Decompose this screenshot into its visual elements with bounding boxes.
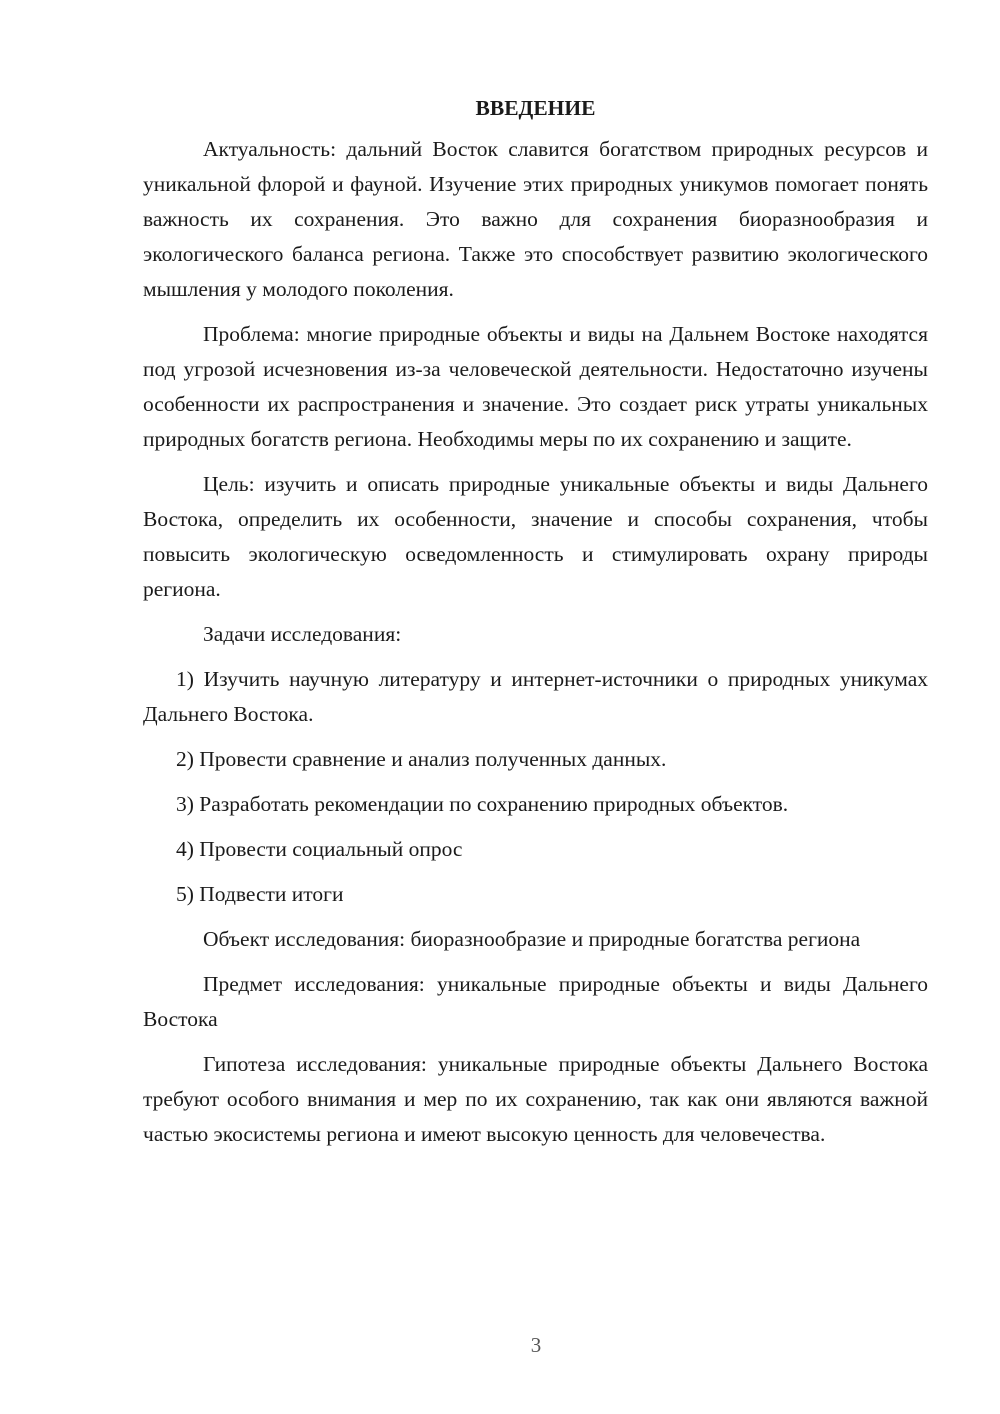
- list-item: 5) Подвести итоги: [176, 882, 344, 906]
- list-item: 2) Провести сравнение и анализ полученных данных.: [176, 747, 667, 771]
- page-title: ВВЕДЕНИЕ: [475, 96, 596, 120]
- list-item: 4) Провести социальный опрос: [176, 837, 463, 861]
- page-content: [143, 91, 928, 1162]
- hypothesis-paragraph: Гипотеза исследования: уникальные природные объекты Дальнего Востока требуют особого внимания и мер по их сохранению, так как они являются важной частью экосистемы региона и имеют высокую ценность для человечества.: [143, 1052, 928, 1146]
- list-item: 3) Разработать рекомендации по сохранению природных объектов.: [176, 792, 789, 816]
- page-number: 3: [530, 1333, 542, 1357]
- subject-paragraph: Предмет исследования: уникальные природные объекты и виды Дальнего Востока: [143, 972, 928, 1031]
- object-paragraph: Объект исследования: биоразнообразие и природные богатства региона: [203, 927, 861, 951]
- goal-paragraph: Цель: изучить и описать природные уникальные объекты и виды Дальнего Востока, определить их особенности, значение и способы сохранения, чтобы повысить экологическую осведомленность и стимулировать охрану природы региона.: [143, 472, 928, 601]
- list-item: 1) Изучить научную литературу и интернет-источники о природных уникумах Дальнего Востока.: [143, 667, 928, 726]
- tasks-list: [143, 662, 928, 912]
- tasks-label: Задачи исследования:: [203, 622, 402, 646]
- relevance-paragraph: Актуальность: дальний Восток славится богатством природных ресурсов и уникальной флорой и фауной. Изучение этих природных уникумов помогает понять важность их сохранения. Это важно для сохранения биоразнообразия и экологического баланса региона. Также это способствует развитию экологического мышления у молодого поколения.: [143, 137, 928, 301]
- problem-paragraph: Проблема: многие природные объекты и виды на Дальнем Востоке находятся под угрозой исчезновения из-за человеческой деятельности. Недостаточно изучены особенности их распространения и значение. Это создает риск утраты уникальных природных богатств региона. Необходимы меры по их сохранению и защите.: [143, 322, 928, 451]
